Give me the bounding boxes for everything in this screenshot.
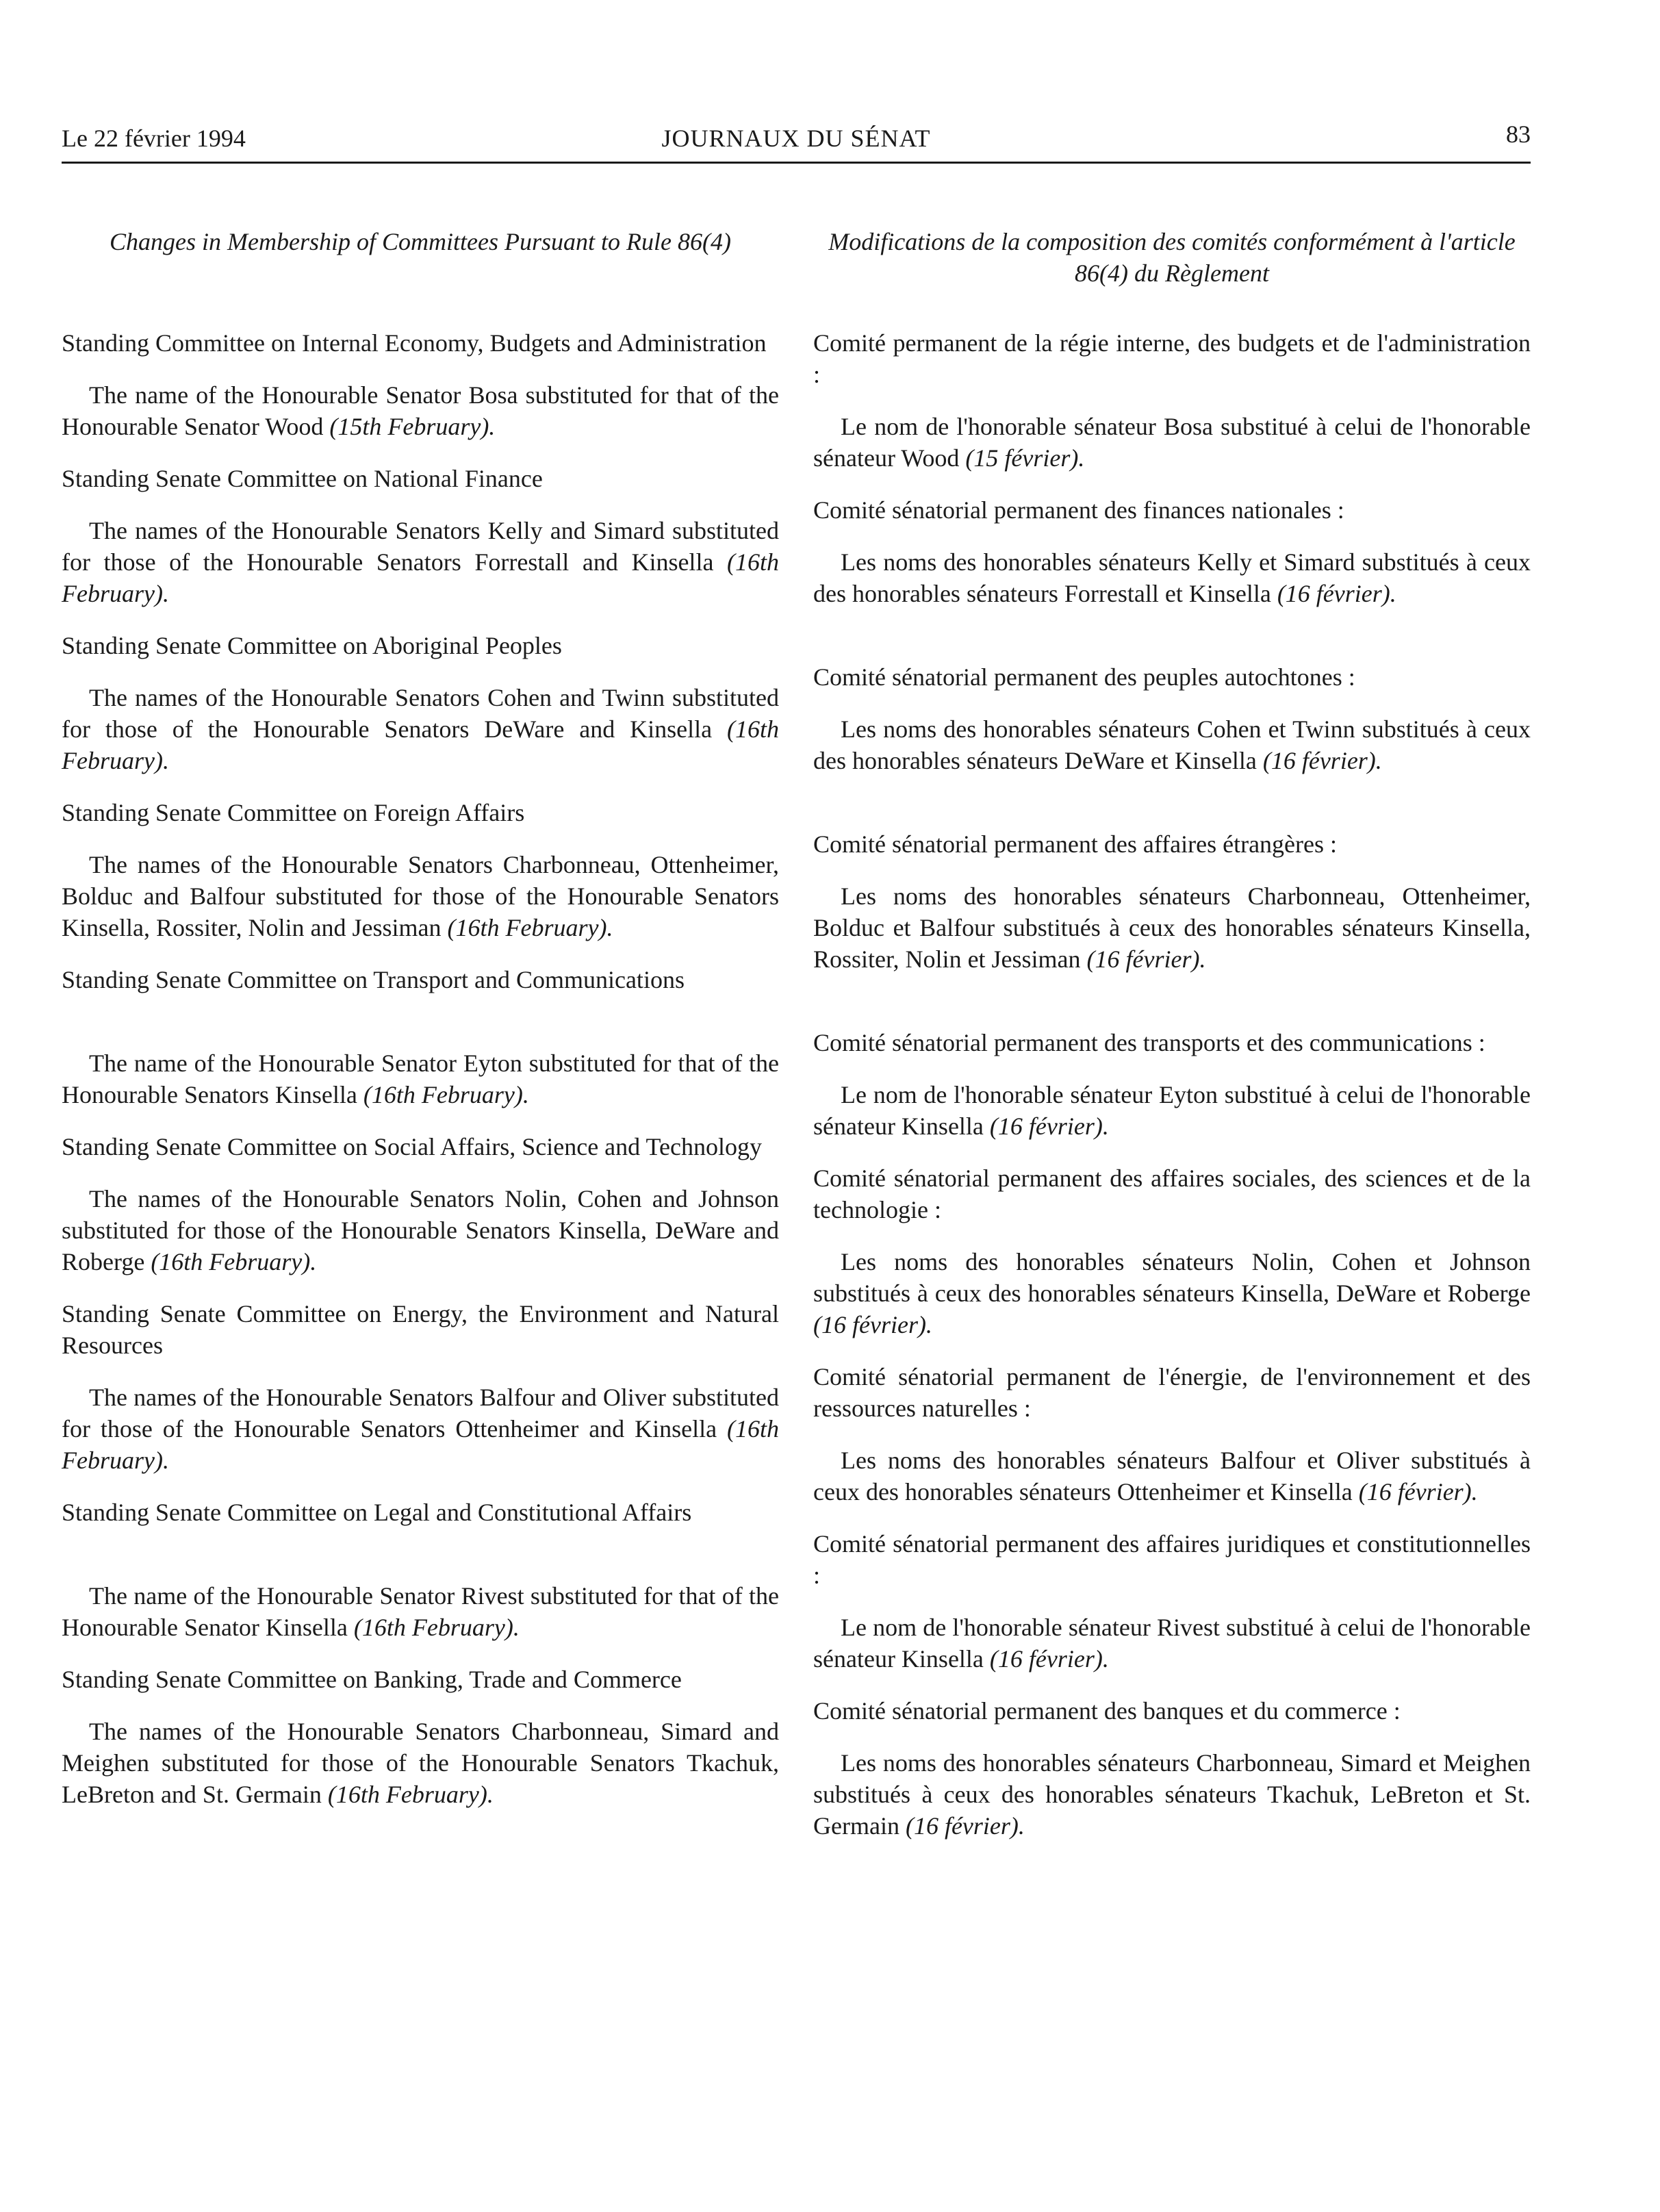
substitution-body: The names of the Honourable Senators Nolin, Cohen and Johnson substituted for those of the Honourable Senators Kinsella, DeWare and Roberge [62, 1185, 779, 1275]
substitution-body: The name of the Honourable Senator Rivest substituted for that of the Honourable Senator Kinsella [62, 1582, 779, 1641]
substitution-body: Le nom de l'honorable sénateur Rivest substitué à celui de l'honorable sénateur Kinsella [813, 1614, 1531, 1673]
substitution-text [813, 1246, 1531, 1340]
committee-name: Comité sénatorial permanent des banques et du commerce : [813, 1697, 1401, 1725]
substitution-date: (16 février). [905, 1812, 1025, 1840]
substitution-date: (16th February). [62, 715, 780, 774]
committee-name: Standing Senate Committee on Legal and Constitutional Affairs [62, 1499, 692, 1526]
committee-name: Standing Senate Committee on Banking, Trade and Commerce [62, 1666, 682, 1693]
substitution-date: (16 février). [1277, 580, 1396, 607]
entry-foreign-affairs-fr [813, 828, 1531, 1006]
substitution-date: (16th February). [62, 1415, 779, 1474]
substitution-text [813, 411, 1531, 474]
substitution-date: (15 février). [965, 444, 1085, 472]
header-journal-title: JOURNAUX DU SÉNAT [661, 125, 931, 152]
substitution-date: (16th February). [327, 1781, 494, 1808]
substitution-body: Les noms des honorables sénateurs Cohen et Twinn substitués à ceux des honorables sénateurs DeWare et Kinsella [813, 715, 1531, 774]
entry-transport-communications-fr [813, 1027, 1531, 1142]
entry-national-finance-fr [813, 494, 1531, 641]
substitution-body: Les noms des honorables sénateurs Charbonneau, Simard et Meighen substitués à ceux des honorables sénateurs Tkachuk, LeBreton et St. Germain [813, 1749, 1531, 1840]
substitution-body: The names of the Honourable Senators Kelly and Simard substituted for those of the Honourable Senators Forrestall and Kinsella [62, 517, 779, 576]
french-section-heading: Modifications de la composition des comités conformément à l'article 86(4) du Règlement [828, 228, 1516, 287]
entry-transport-communications-en [62, 964, 779, 1110]
committee-name: Standing Senate Committee on Social Affairs, Science and Technology [62, 1133, 762, 1160]
entry-social-affairs-fr [813, 1162, 1531, 1340]
entry-legal-constitutional-en [62, 1497, 779, 1643]
substitution-body: Les noms des honorables sénateurs Nolin, Cohen et Johnson substitués à ceux des honorables sénateurs Kinsella, DeWare et Roberge [813, 1248, 1531, 1307]
entry-internal-economy-fr [813, 327, 1531, 474]
committee-name: Comité permanent de la régie interne, des budgets et de l'administration : [813, 329, 1531, 388]
substitution-text [813, 546, 1531, 641]
committee-name: Standing Senate Committee on Energy, the Environment and Natural Resources [62, 1300, 779, 1359]
substitution-text [62, 1382, 779, 1476]
substitution-body: The name of the Honourable Senator Eyton substituted for that of the Honourable Senators Kinsella [62, 1050, 779, 1108]
substitution-text [62, 1716, 779, 1810]
substitution-date: (16th February). [447, 914, 613, 941]
french-column [813, 226, 1531, 1862]
substitution-text [62, 1580, 779, 1643]
substitution-body: The names of the Honourable Senators Balfour and Oliver substituted for those of the Honourable Senators Ottenheimer and Kinsella [62, 1384, 779, 1442]
substitution-date: (15th February). [329, 413, 496, 440]
english-section-heading: Changes in Membership of Committees Pursuant to Rule 86(4) [110, 228, 731, 255]
committee-name: Comité sénatorial permanent des affaires sociales, des sciences et de la technologie : [813, 1165, 1531, 1223]
substitution-date: (16th February). [62, 548, 780, 607]
substitution-date: (16 février). [989, 1645, 1109, 1673]
substitution-date: (16th February). [151, 1248, 317, 1275]
committee-name: Comité sénatorial permanent des affaires étrangères : [813, 830, 1338, 858]
substitution-text [813, 1747, 1531, 1842]
entry-energy-environment-fr [813, 1361, 1531, 1508]
substitution-body: The names of the Honourable Senators Cohen and Twinn substituted for those of the Honourable Senators DeWare and Kinsella [62, 684, 779, 743]
entry-internal-economy-en [62, 327, 779, 442]
substitution-date: (16 février). [989, 1113, 1109, 1140]
substitution-text [813, 1445, 1531, 1508]
entry-aboriginal-peoples-fr [813, 661, 1531, 808]
substitution-date: (16 février). [813, 1311, 932, 1338]
substitution-body: The names of the Honourable Senators Charbonneau, Ottenheimer, Bolduc and Balfour substituted for those of the Honourable Senators Kinsella, Rossiter, Nolin and Jessiman [62, 851, 779, 941]
entry-energy-environment-en [62, 1298, 779, 1476]
entry-national-finance-en [62, 463, 779, 609]
substitution-text [62, 379, 779, 442]
substitution-date: (16 février). [1358, 1478, 1478, 1505]
substitution-text [813, 1612, 1531, 1675]
committee-name: Comité sénatorial permanent des peuples autochtones : [813, 663, 1355, 691]
substitution-date: (16th February). [353, 1614, 520, 1641]
substitution-body: The name of the Honourable Senator Bosa substituted for that of the Honourable Senator Wood [62, 381, 779, 440]
committee-name: Standing Committee on Internal Economy, Budgets and Administration [62, 329, 767, 357]
committee-name: Standing Senate Committee on Aboriginal Peoples [62, 632, 562, 659]
committee-name: Comité sénatorial permanent des transports et des communications : [813, 1029, 1485, 1056]
substitution-date: (16 février). [1086, 945, 1206, 973]
entry-banking-trade-en [62, 1664, 779, 1810]
substitution-text [813, 880, 1531, 1006]
page-header [62, 120, 1531, 164]
header-page-number: 83 [1506, 120, 1531, 148]
substitution-text [62, 849, 779, 943]
committee-name: Comité sénatorial permanent des affaires juridiques et constitutionnelles : [813, 1530, 1531, 1589]
substitution-date: (16 février). [1262, 747, 1382, 774]
committee-name: Comité sénatorial permanent des finances nationales : [813, 496, 1344, 524]
substitution-text [62, 682, 779, 776]
committee-name: Standing Senate Committee on National Finance [62, 465, 543, 492]
substitution-text [62, 1183, 779, 1277]
substitution-body: The names of the Honourable Senators Charbonneau, Simard and Meighen substituted for those of the Honourable Senators Tkachuk, LeBreton and St. Germain [62, 1718, 779, 1808]
substitution-text [62, 1047, 779, 1110]
entry-banking-trade-fr [813, 1695, 1531, 1842]
substitution-text [62, 515, 779, 609]
entry-legal-constitutional-fr [813, 1528, 1531, 1675]
substitution-text [813, 1079, 1531, 1142]
substitution-body: Le nom de l'honorable sénateur Eyton substitué à celui de l'honorable sénateur Kinsella [813, 1081, 1531, 1140]
substitution-text [813, 713, 1531, 808]
substitution-body: Les noms des honorables sénateurs Charbonneau, Ottenheimer, Bolduc et Balfour substitués à ceux des honorables sénateurs Kinsella, Rossiter, Nolin et Jessiman [813, 882, 1531, 973]
committee-name: Standing Senate Committee on Transport and Communications [62, 966, 685, 993]
entry-aboriginal-peoples-en [62, 630, 779, 776]
committee-name: Comité sénatorial permanent de l'énergie, de l'environnement et des ressources naturelles : [813, 1363, 1531, 1422]
english-column [62, 226, 779, 1831]
entry-social-affairs-en [62, 1131, 779, 1277]
entry-foreign-affairs-en [62, 797, 779, 943]
committee-name: Standing Senate Committee on Foreign Affairs [62, 799, 525, 826]
substitution-body: Le nom de l'honorable sénateur Bosa substitué à celui de l'honorable sénateur Wood [813, 413, 1531, 472]
header-date: Le 22 février 1994 [62, 125, 246, 152]
substitution-body: Les noms des honorables sénateurs Balfour et Oliver substitués à ceux des honorables sénateurs Ottenheimer et Kinsella [813, 1447, 1531, 1505]
substitution-body: Les noms des honorables sénateurs Kelly et Simard substitués à ceux des honorables sénateurs Forrestall et Kinsella [813, 548, 1531, 607]
substitution-date: (16th February). [363, 1081, 529, 1108]
